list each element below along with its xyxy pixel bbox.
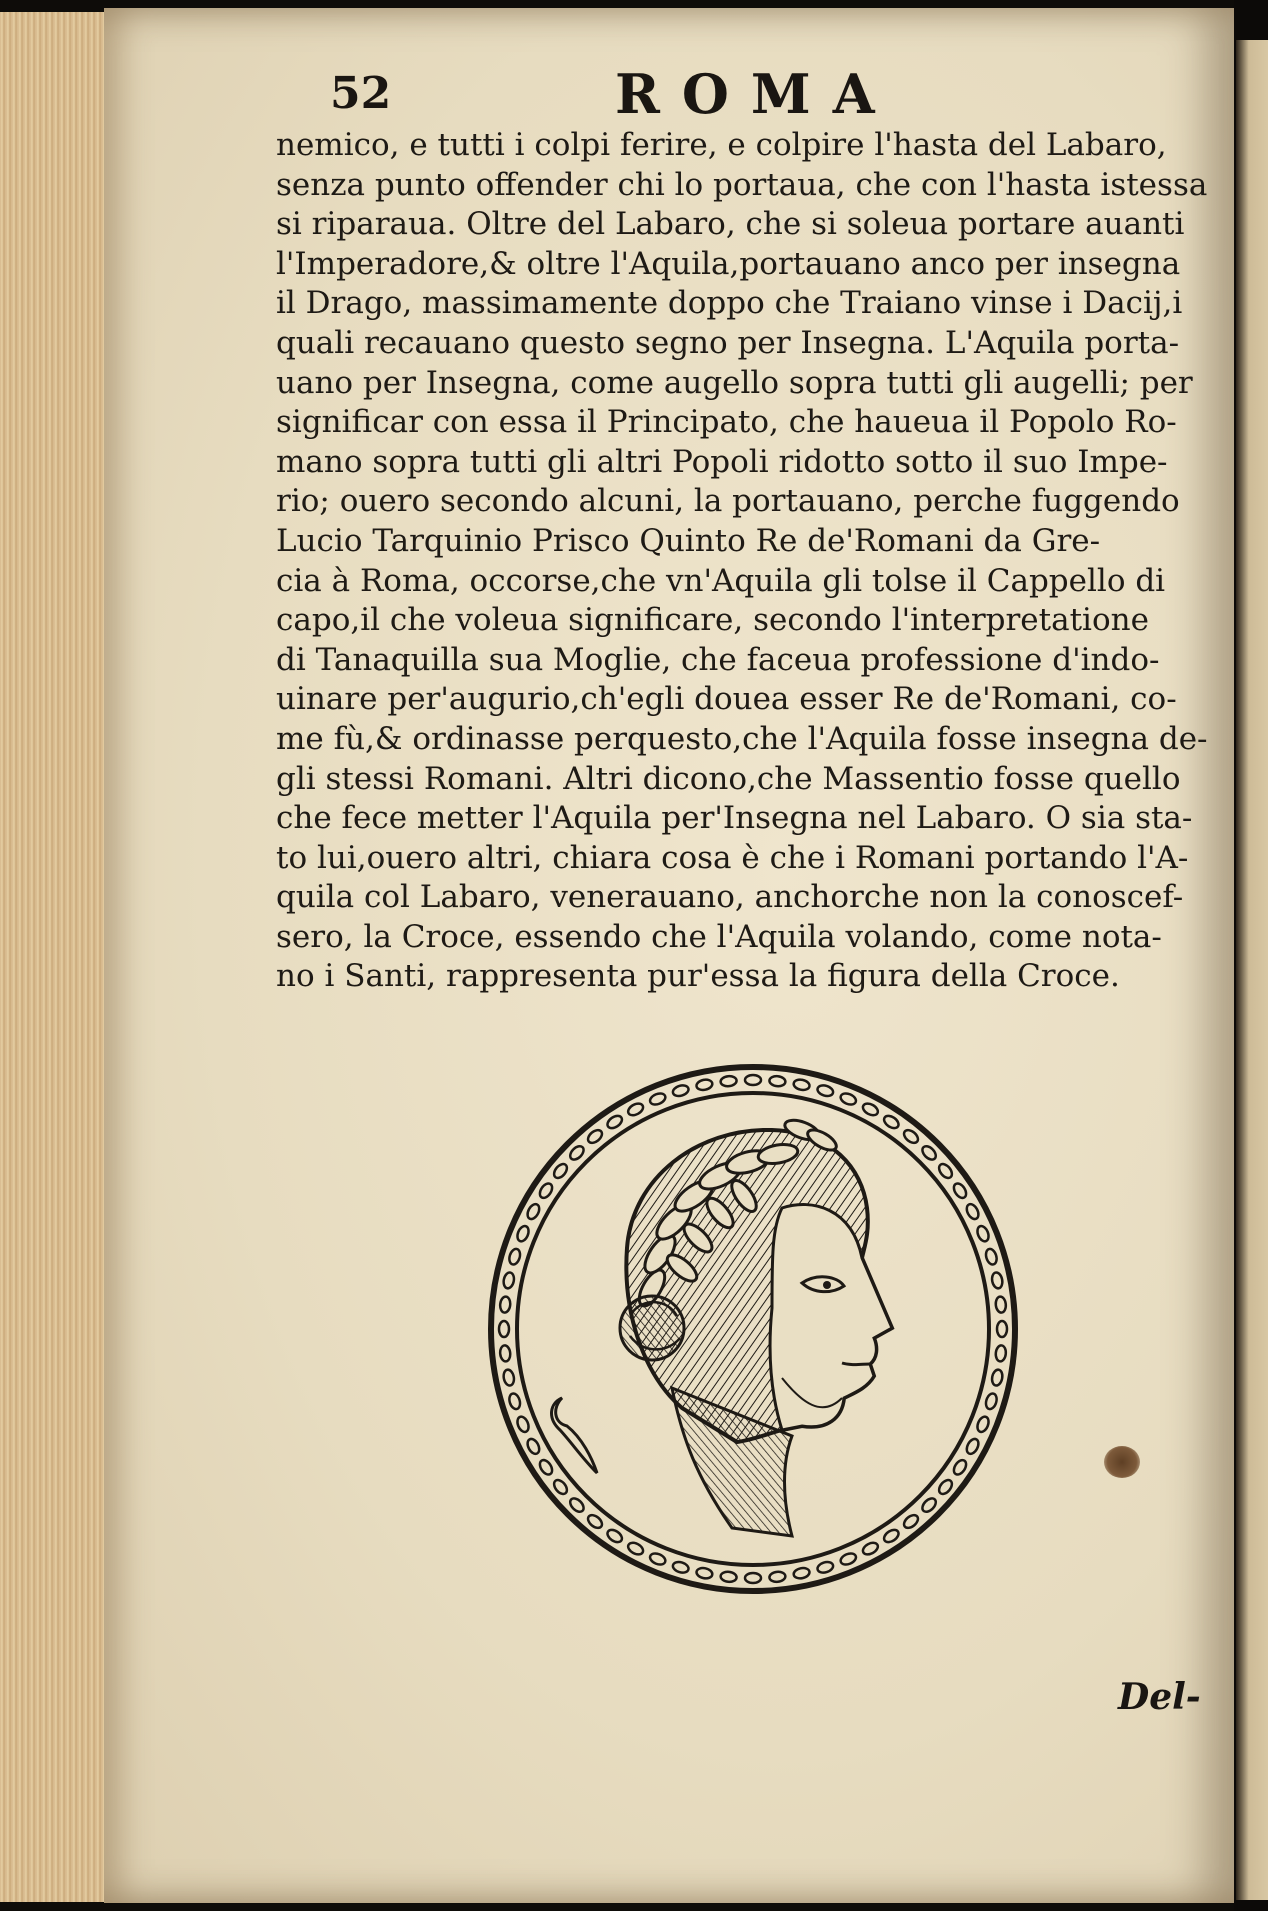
bead-ornament [882,1527,901,1544]
text-line: che fece metter l'Aquila per'Insegna nel Labaro. O sia sta- [276,800,1193,837]
bead-ornament [537,1458,554,1477]
catchword: Del- [1118,1676,1201,1718]
bead-ornament [920,1144,938,1162]
ink-stain [1104,1446,1140,1478]
bead-ornament [502,1369,515,1387]
bead-ornament [984,1392,998,1410]
bead-ornament [861,1540,880,1556]
bead-ornament [861,1101,880,1117]
bead-ornament [816,1560,834,1574]
bead-ornament [648,1551,667,1566]
bead-ornament [648,1091,667,1106]
bead-ornament [696,1078,714,1091]
text-line: cia à Roma, occorse,che vn'Aquila gli tolse il Cappello di [276,562,1166,599]
bead-ornament [793,1078,811,1091]
text-line: uano per Insegna, come augello sopra tutti gli augelli; per [276,364,1193,401]
text-line: di Tanaquilla sua Moglie, che faceua professione d'indo- [276,641,1160,678]
text-line: to lui,ouero altri, chiara cosa è che i Romani portando l'A- [276,839,1189,876]
text-line: si riparaua. Oltre del Labaro, che si soleua portare auanti [276,206,1185,243]
bead-ornament [552,1162,570,1181]
bead-ornament [937,1478,955,1497]
bead-ornament [839,1551,858,1566]
text-line: significar con essa il Principato, che haueua il Popolo Ro- [276,404,1177,441]
coin-illustration [482,1058,1024,1600]
bead-ornament [951,1458,968,1477]
bead-ornament [816,1084,834,1098]
bead-ornament [720,1075,737,1087]
body-text [276,126,1226,997]
bead-ornament [975,1224,990,1243]
bead-ornament [568,1144,586,1162]
bead-ornament [882,1113,901,1130]
text-line: nemico, e tutti i colpi ferire, e colpire l'hasta del Labaro, [276,127,1167,163]
bead-ornament [902,1513,921,1531]
text-line: me fù,& ordinasse perquesto,che l'Aquila fosse insegna de- [276,720,1208,757]
bead-ornament [991,1272,1004,1290]
bead-ornament [626,1101,645,1117]
bead-ornament [537,1181,554,1200]
bead-ornament [720,1571,737,1583]
bead-ornament [964,1437,980,1456]
bead-ornament [586,1128,605,1146]
text-line: rio; ouero secondo alcuni, la portauano, perche fuggendo [276,483,1180,520]
bead-ornament [525,1202,541,1221]
text-line: no i Santi, rappresenta pur'essa la figura della Croce. [276,958,1120,995]
text-line: gli stessi Romani. Altri dicono,che Massentio fosse quello [276,760,1181,797]
bead-ornament [672,1560,690,1574]
page-number: 52 [330,68,392,119]
text-line: l'Imperadore,& oltre l'Aquila,portauano anco per insegna [276,245,1181,282]
text-line: quali recauano questo segno per Insegna. L'Aquila porta- [276,324,1180,361]
book-page-edges [0,12,120,1902]
bead-ornament [984,1248,998,1266]
bead-ornament [745,1075,761,1085]
text-line: Lucio Tarquinio Prisco Quinto Re de'Romani da Gre- [276,522,1101,559]
text-line: il Drago, massimamente doppo che Traiano vinse i Dacij,i [276,285,1183,322]
bead-ornament [502,1272,515,1290]
bead-ornament [672,1084,690,1098]
bead-ornament [964,1202,980,1221]
bead-ornament [525,1437,541,1456]
text-line: mano sopra tutti gli altri Popoli ridotto sotto il suo Impe- [276,443,1168,480]
bead-ornament [568,1496,586,1514]
bead-ornament [997,1321,1007,1337]
bead-ornament [508,1392,522,1410]
next-page-edge [1236,40,1268,1900]
bead-ornament [605,1113,624,1130]
bead-ornament [696,1567,714,1580]
bead-ornament [552,1478,570,1497]
text-line: senza punto offender chi lo portaua, che con l'hasta istessa [276,166,1208,203]
text-line: quila col Labaro, venerauano, anchorche non la conoscef- [276,879,1184,916]
bead-ornament [769,1571,786,1583]
bead-ornament [995,1296,1007,1313]
text-line: sero, la Croce, essendo che l'Aquila volando, come nota- [276,918,1162,955]
bead-ornament [839,1091,858,1106]
bead-ornament [499,1296,511,1313]
bead-ornament [626,1540,645,1556]
bead-ornament [951,1181,968,1200]
bead-ornament [605,1527,624,1544]
bead-ornament [975,1415,990,1434]
bead-ornament [991,1369,1004,1387]
bead-ornament [793,1567,811,1580]
bead-ornament [515,1415,530,1434]
bead-ornament [920,1496,938,1514]
bead-ornament [745,1573,761,1583]
bead-ornament [995,1345,1007,1362]
bead-ornament [937,1162,955,1181]
text-line: uinare per'augurio,ch'egli douea esser Re de'Romani, co- [276,681,1177,718]
bead-ornament [499,1345,511,1362]
running-head: ROMA [615,62,897,126]
bead-ornament [515,1224,530,1243]
page-header [330,62,930,126]
bead-ornament [499,1321,509,1337]
bead-ornament [902,1128,921,1146]
bead-ornament [769,1075,786,1087]
bead-ornament [586,1513,605,1531]
text-line: capo,il che voleua significare, secondo l'interpretatione [276,602,1149,639]
bead-ornament [508,1248,522,1266]
